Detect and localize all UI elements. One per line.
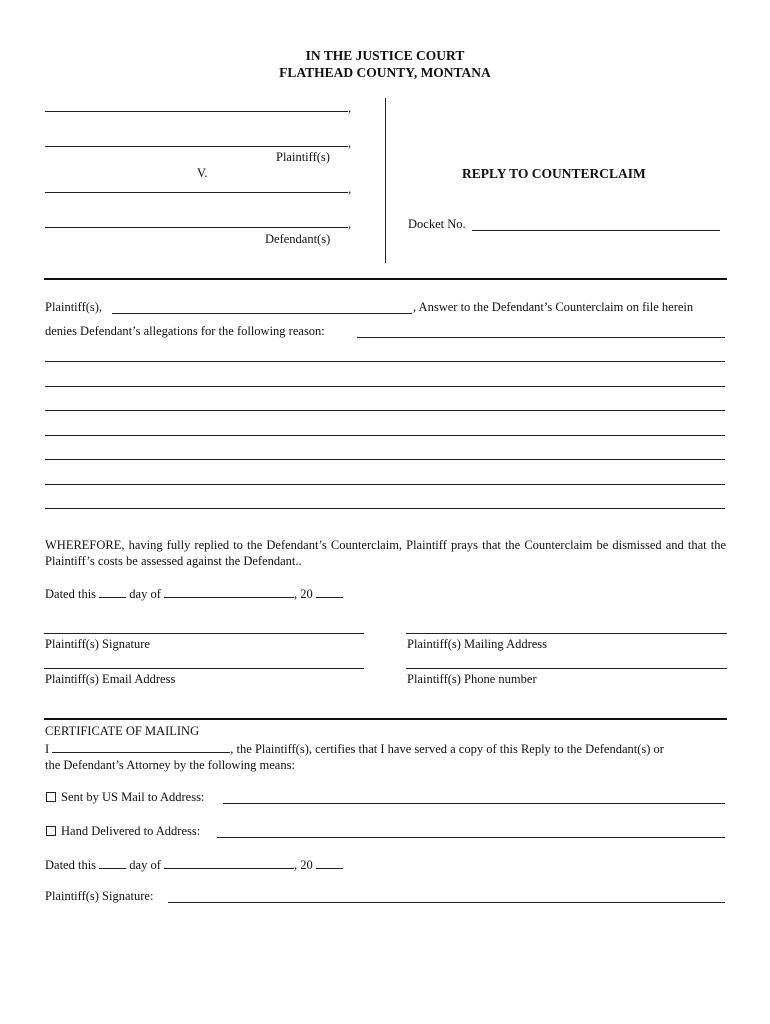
certificate-statement-line1	[45, 741, 664, 756]
reason-line[interactable]	[45, 386, 725, 387]
us-mail-label: Sent by US Mail to Address:	[61, 790, 205, 804]
month-field[interactable]	[164, 586, 294, 598]
statement-part1: , the Plaintiff(s), certifies that I have served a copy of this Reply to the Defendant(s) or	[230, 742, 664, 756]
reason-line[interactable]	[45, 484, 725, 485]
option-us-mail	[46, 790, 204, 804]
cert-year-field[interactable]	[316, 857, 343, 869]
defendant-name-line-1[interactable]	[45, 192, 348, 193]
caption-comma: ,	[348, 101, 352, 115]
section-rule	[44, 278, 727, 280]
us-mail-address-field[interactable]	[223, 803, 725, 804]
body-line1-prefix: Plaintiff(s),	[45, 300, 103, 314]
certificate-dated-line	[45, 857, 343, 872]
email-address-label: Plaintiff(s) Email Address	[45, 672, 176, 686]
dated-this-label: Dated this	[45, 587, 97, 601]
email-address-line[interactable]	[44, 668, 364, 669]
certificate-rule	[44, 718, 727, 720]
cert-day-field[interactable]	[99, 857, 126, 869]
caption-comma: ,	[348, 182, 352, 196]
year-field[interactable]	[316, 586, 343, 598]
defendant-name-line-2[interactable]	[45, 227, 348, 228]
dated-line	[45, 586, 343, 601]
cert-month-field[interactable]	[164, 857, 294, 869]
document-title: REPLY TO COUNTERCLAIM	[462, 166, 646, 181]
hand-delivered-address-field[interactable]	[217, 837, 725, 838]
plaintiff-name-cert-field[interactable]	[52, 741, 230, 753]
day-of-label: day of	[129, 587, 161, 601]
versus-label: V.	[197, 166, 208, 180]
reason-line[interactable]	[45, 459, 725, 460]
plaintiff-name-line-2[interactable]	[45, 146, 348, 147]
certificate-signature-field[interactable]	[168, 902, 725, 903]
court-name-line2: FLATHEAD COUNTY, MONTANA	[279, 65, 491, 80]
plaintiff-name-field[interactable]	[112, 313, 412, 314]
reason-line[interactable]	[45, 410, 725, 411]
mailing-address-label: Plaintiff(s) Mailing Address	[407, 637, 548, 651]
reason-line[interactable]	[45, 361, 725, 362]
plaintiff-label: Plaintiff(s)	[276, 150, 330, 164]
phone-number-label: Plaintiff(s) Phone number	[407, 672, 537, 686]
hand-delivered-label: Hand Delivered to Address:	[61, 824, 201, 838]
wherefore-paragraph: WHEREFORE, having fully replied to the Defendant’s Counterclaim, Plaintiff prays that the Counterclaim be dismissed and that the Plaintiff’s costs be assessed against the Defendant..	[45, 538, 726, 568]
body-line2-prefix: denies Defendant’s allegations for the following reason:	[45, 324, 325, 338]
phone-number-line[interactable]	[406, 668, 727, 669]
year-prefix: , 20	[294, 858, 313, 872]
signature-label: Plaintiff(s) Signature	[45, 637, 150, 651]
option-hand-delivered	[46, 824, 200, 838]
certificate-statement-line2: the Defendant’s Attorney by the following means:	[45, 758, 295, 772]
hand-delivered-checkbox[interactable]	[46, 826, 56, 836]
signature-line[interactable]	[44, 633, 364, 634]
docket-label: Docket No.	[408, 217, 466, 231]
year-prefix: , 20	[294, 587, 313, 601]
docket-number-field[interactable]	[472, 230, 720, 231]
reason-line[interactable]	[45, 508, 725, 509]
body-line1-suffix: , Answer to the Defendant’s Counterclaim on file herein	[413, 300, 694, 314]
us-mail-checkbox[interactable]	[46, 792, 56, 802]
day-field[interactable]	[99, 586, 126, 598]
dated-this-label: Dated this	[45, 858, 97, 872]
certificate-heading: CERTIFICATE OF MAILING	[45, 724, 200, 738]
certificate-signature-label: Plaintiff(s) Signature:	[45, 889, 154, 903]
day-of-label: day of	[129, 858, 161, 872]
i-prefix: I	[45, 742, 50, 756]
reason-line[interactable]	[45, 435, 725, 436]
defendant-label: Defendant(s)	[265, 232, 331, 246]
mailing-address-line[interactable]	[406, 633, 727, 634]
plaintiff-name-line-1[interactable]	[45, 111, 348, 112]
reason-line-1[interactable]	[357, 337, 725, 338]
caption-comma: ,	[348, 217, 352, 231]
caption-comma: ,	[348, 136, 352, 150]
court-name-line1: IN THE JUSTICE COURT	[305, 48, 465, 63]
caption-divider	[385, 98, 386, 263]
